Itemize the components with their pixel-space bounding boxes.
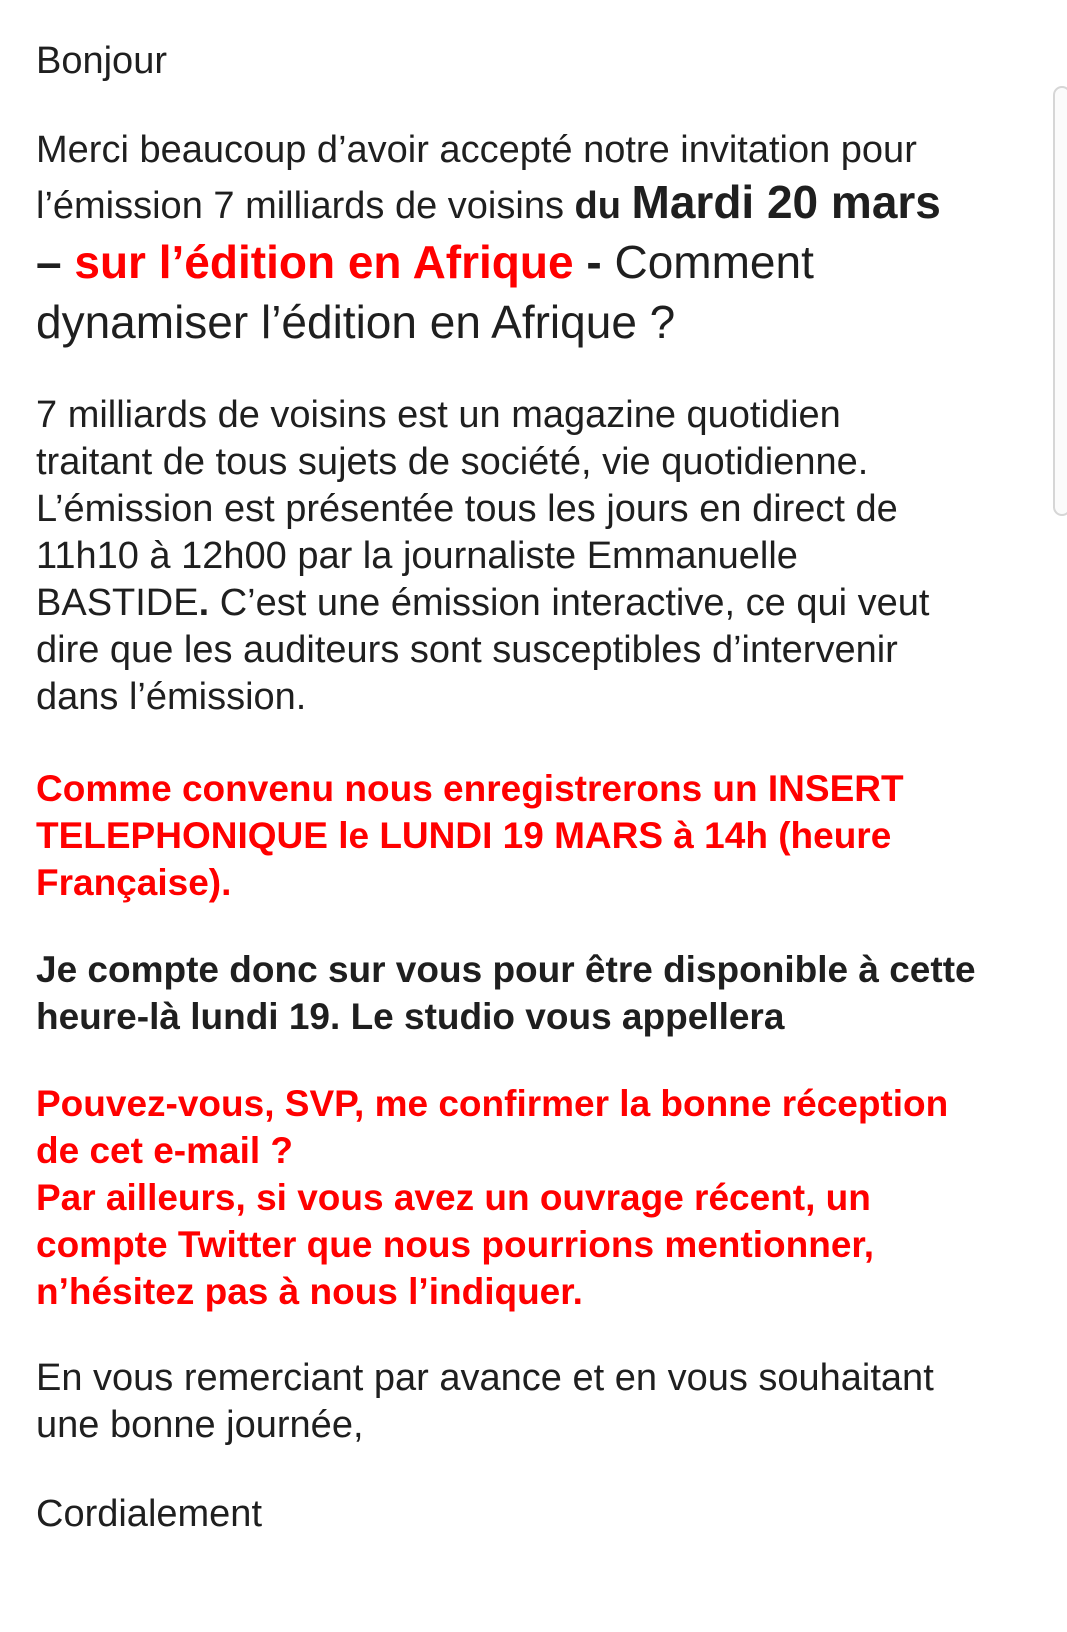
confirm-line-2: de cet e-mail ? [36,1130,294,1171]
insert-line-1: Comme convenu nous enregistrerons un INSERT [36,768,904,809]
email-intro-paragraph [36,127,1026,350]
insert-line-2: TELEPHONIQUE le LUNDI 19 MARS à 14h (heure [36,815,892,856]
description-line-5-rest: C’est une émission interactive, ce qui veut [209,582,930,624]
intro-question-start: Comment [614,236,814,288]
scrollbar-thumb[interactable] [1053,86,1067,516]
availability-line-1: Je compte donc sur vous pour être disponible à cette [36,949,976,990]
intro-separator: - [573,236,615,288]
confirm-line-3: Par ailleurs, si vous avez un ouvrage récent, un [36,1177,871,1218]
email-closing: Cordialement [36,1493,262,1535]
description-line-4: 11h10 à 12h00 par la journaliste Emmanuelle [36,535,798,577]
intro-dash: – [36,236,75,288]
intro-line-4: dynamiser l’édition en Afrique ? [36,296,676,348]
confirm-line-5: n’hésitez pas à nous l’indiquer. [36,1271,583,1312]
description-line-5 [36,580,1026,627]
description-line-3: L’émission est présentée tous les jours en direct de [36,488,898,530]
confirm-line-1: Pouvez-vous, SVP, me confirmer la bonne réception [36,1083,949,1124]
confirm-line-4: compte Twitter que nous pourrions mentionner, [36,1224,875,1265]
intro-program-text: l’émission 7 milliards de voisins [36,185,575,227]
description-line-6: dire que les auditeurs sont susceptibles d’intervenir [36,629,898,671]
description-line-7: dans l’émission. [36,676,307,718]
intro-du-word: du [574,185,621,227]
email-insert-paragraph [36,765,1026,906]
insert-line-3: Française). [36,862,232,903]
email-description-paragraph [36,392,1026,721]
availability-line-2: heure-là lundi 19. Le studio vous appellera [36,996,785,1037]
thanks-line-2: une bonne journée, [36,1404,364,1446]
intro-line-3 [36,234,1026,294]
email-thanks-paragraph [36,1355,1026,1449]
email-body [36,38,1026,1538]
intro-line-2 [36,174,1026,234]
email-confirm-paragraph [36,1080,1026,1315]
intro-line-1: Merci beaucoup d’avoir accepté notre invitation pour [36,129,917,171]
journalist-surname: BASTIDE [36,582,199,624]
broadcast-date: Mardi 20 mars [631,176,941,228]
email-availability-paragraph [36,946,1026,1040]
thanks-line-1: En vous remerciant par avance et en vous souhaitant [36,1357,934,1399]
description-dot: . [198,582,210,624]
broadcast-topic: sur l’édition en Afrique [74,236,574,288]
description-line-2: traitant de tous sujets de société, vie quotidienne. [36,441,869,483]
email-greeting: Bonjour [36,40,167,82]
description-line-1: 7 milliards de voisins est un magazine quotidien [36,394,841,436]
